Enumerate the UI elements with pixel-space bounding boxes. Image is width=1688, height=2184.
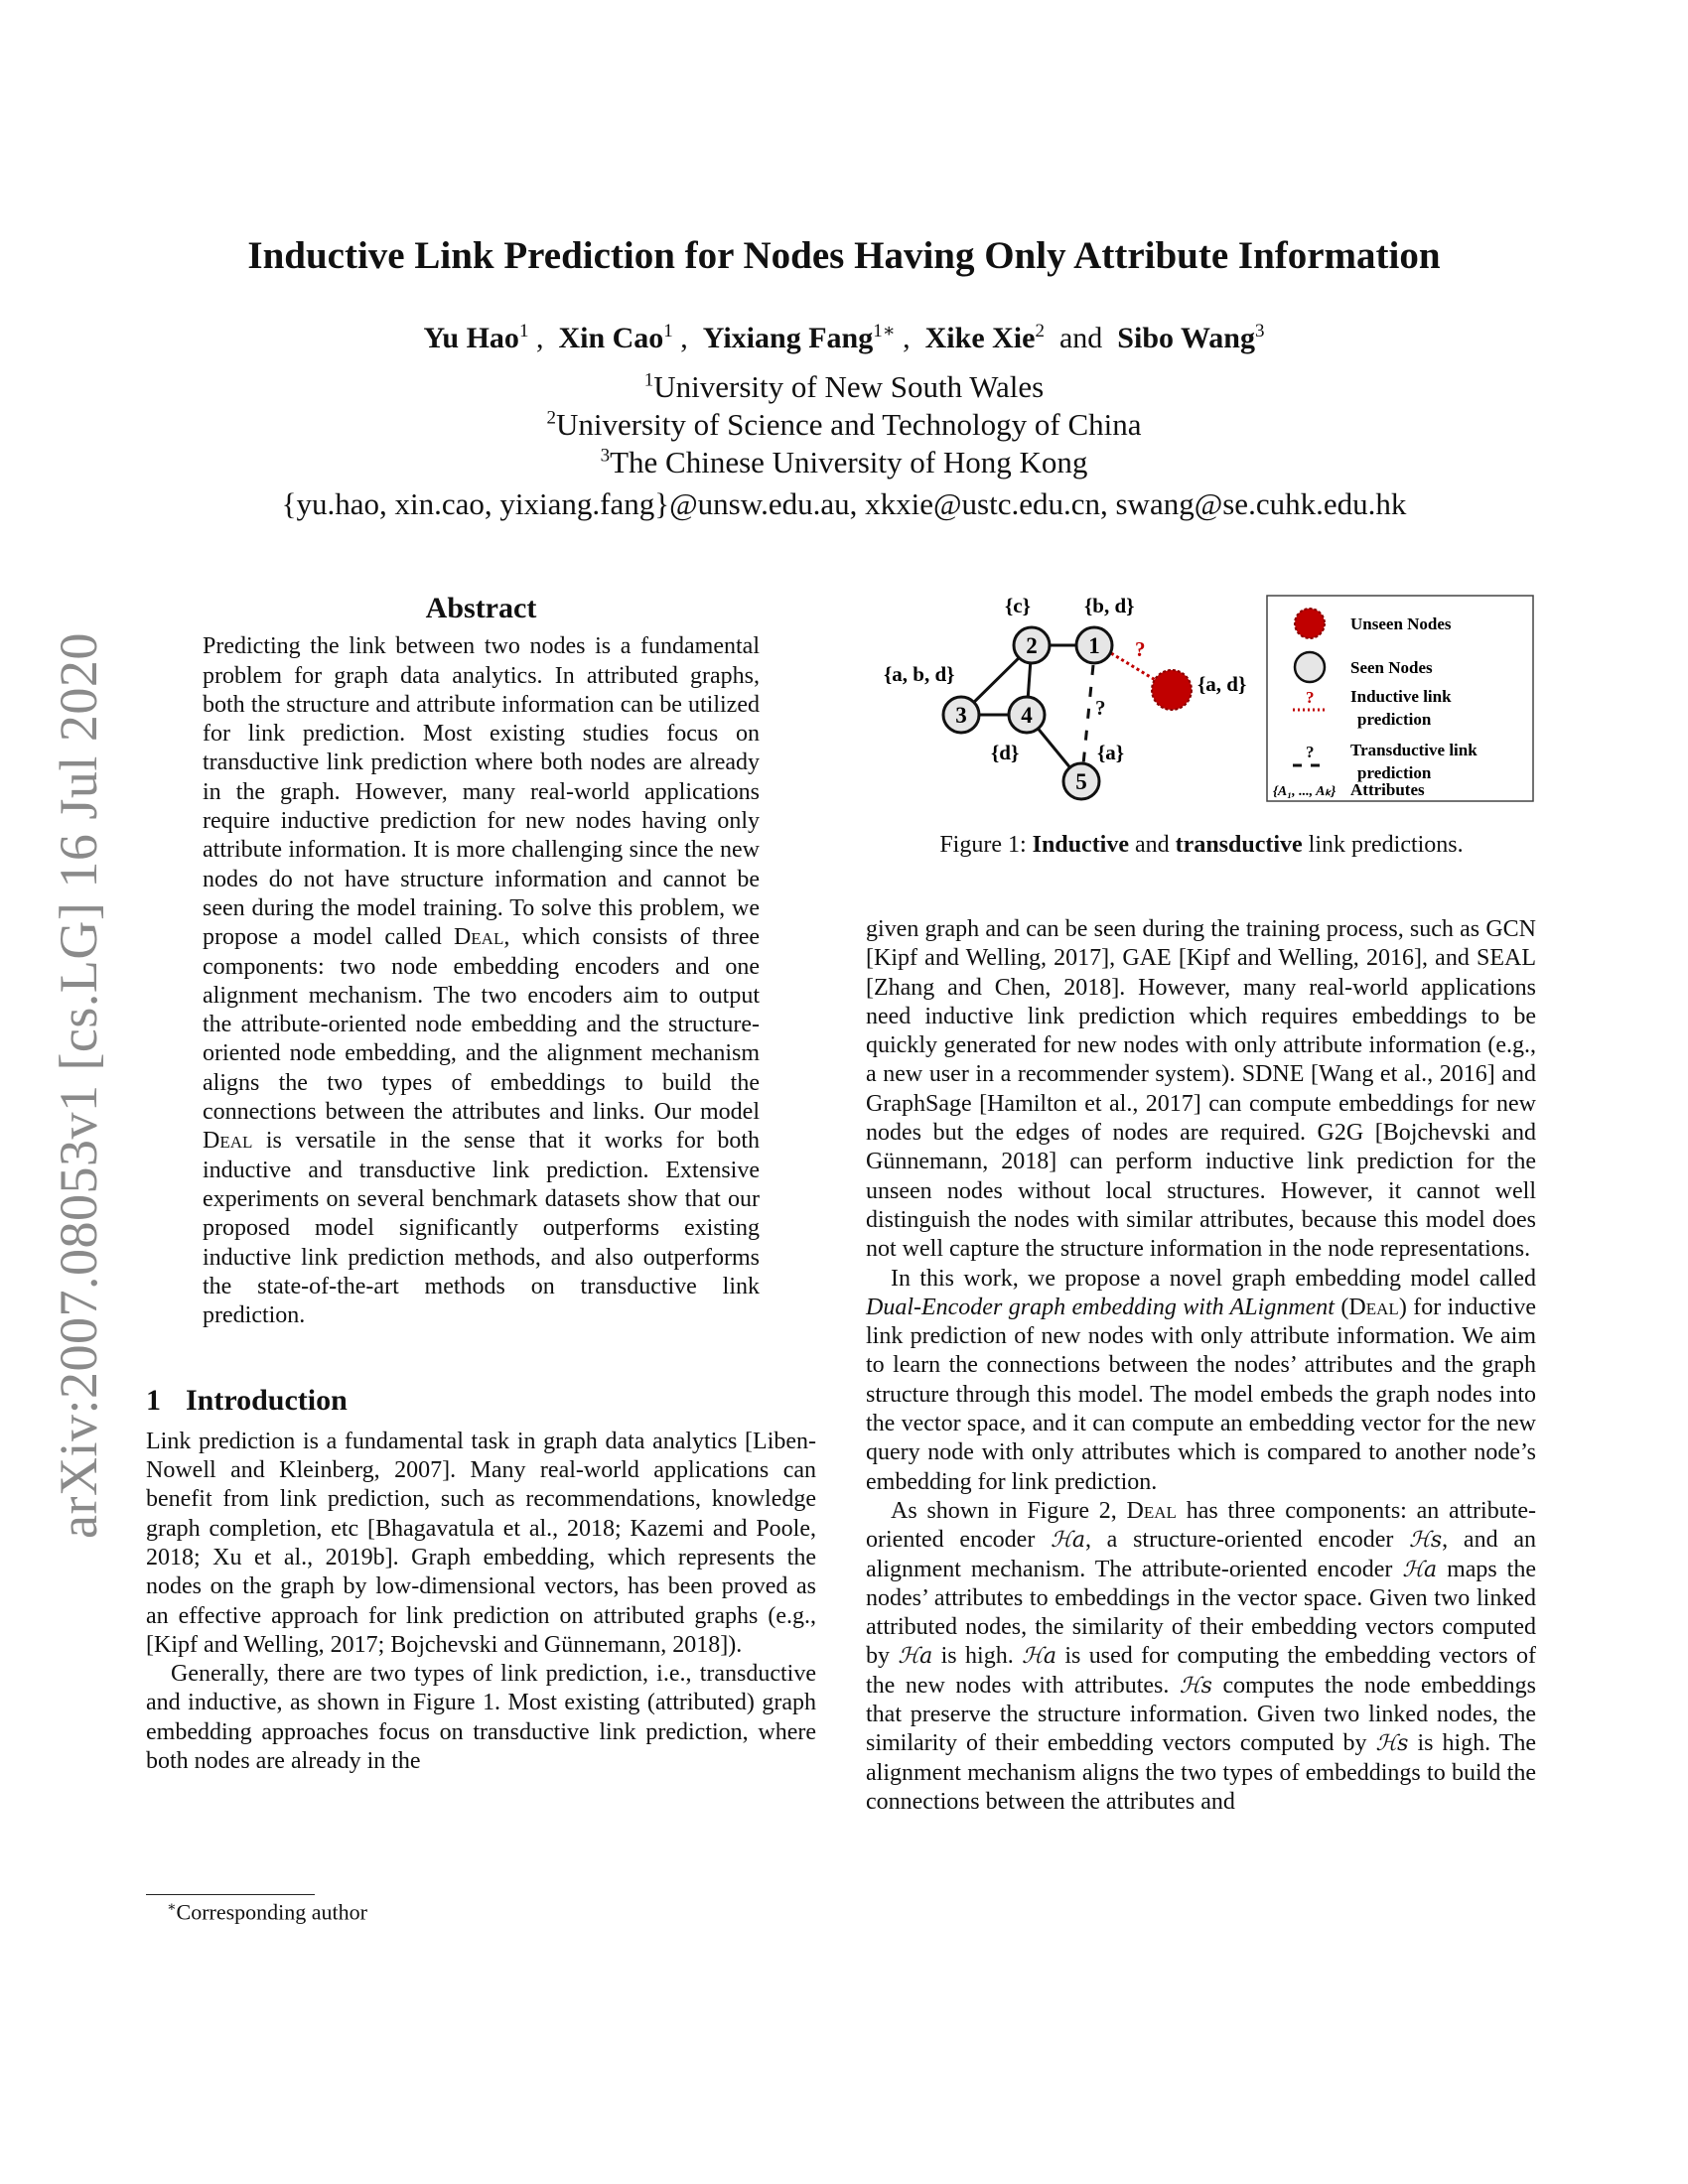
- legend-label: Unseen Nodes: [1350, 614, 1452, 633]
- body-text: has three components: an attribute-oriented encoder: [866, 1497, 1537, 1554]
- affiliation: [0, 369, 1688, 405]
- body-text: maps the nodes’ attributes to embeddings in the vector space. Given two linked attributed nodes, the similarity of their embedding vectors computed by: [866, 1556, 1536, 1670]
- author-emails: {yu.hao, xin.cao, yixiang.fang}@unsw.edu.au, xkxie@ustc.edu.cn, swang@se.cuhk.edu.hk: [281, 486, 1407, 521]
- body-text: is high. The alignment mechanism aligns the two types of embeddings to build the connections between the attributes and: [866, 1730, 1536, 1815]
- node-attributes: {c}: [1005, 594, 1031, 617]
- caption-text: Figure 1:: [939, 832, 1033, 858]
- author-affiliation-mark: 1∗: [873, 321, 896, 341]
- node-attributes: {b, d}: [1084, 594, 1135, 617]
- author-affiliation-mark: 1: [518, 321, 529, 341]
- caption-text: and: [1129, 832, 1176, 858]
- math-symbol: ℋa: [1402, 1557, 1438, 1582]
- body-paragraph: [866, 1497, 1536, 1817]
- intro-paragraph: Generally, there are two types of link prediction, i.e., transductive and inductive, as shown in Figure 1. Most existing (attributed) graph embedding approaches focus on transductive link prediction, where both nodes are already in the: [146, 1661, 816, 1774]
- paper-title: Inductive Link Prediction for Nodes Having Only Attribute Information: [247, 234, 1441, 277]
- affiliation: [0, 445, 1688, 480]
- affiliation-mark: 1: [643, 369, 654, 391]
- math-symbol: ℋs: [1409, 1528, 1443, 1554]
- figure-caption: [866, 832, 1537, 859]
- intro-paragraph: Link prediction is a fundamental task in graph data analytics [Liben-Nowell and Kleinberg, 2007]. Many real-world applications can benefit from link prediction, such as recommendations, knowledge graph completion, etc [Bhagavatula et al., 2018; Kazemi and Poole, 2018; Xu et al., 2019b]. Graph embedding, which represents the nodes on the graph by low-dimensional vectors, has been proved as an effective approach for link prediction on attributed graphs (e.g., [Kipf and Welling, 2017; Bojchevski and Günnemann, 2018]).: [146, 1428, 816, 1658]
- legend-label: Seen Nodes: [1350, 658, 1433, 677]
- seen-node: [1014, 627, 1050, 663]
- node-attributes: {a, b, d}: [884, 662, 955, 686]
- unseen-node: [1152, 670, 1192, 710]
- affiliation-name: University of Science and Technology of China: [555, 407, 1142, 442]
- caption-bold: transductive: [1175, 832, 1303, 858]
- transductive-link: [1083, 665, 1093, 764]
- author-name: Xike Xie: [924, 322, 1036, 354]
- abstract-text: , which consists of three components: two node embedding encoders and one alignment mechanism. The two encoders aim to output the attribute-oriented node embedding and the structure-oriented node embedding, and the alignment mechanism aligns the two types of embeddings to build the connections between the attributes and links. Our model: [203, 924, 760, 1126]
- affiliation-name: The Chinese University of Hong Kong: [610, 445, 1088, 479]
- legend-label: Transductive link: [1350, 741, 1477, 759]
- right-column: [866, 915, 1536, 1817]
- node-attributes: {d}: [991, 741, 1020, 764]
- node-id: 1: [1088, 633, 1100, 658]
- seen-node: [1009, 697, 1045, 733]
- model-name: Deal: [453, 924, 504, 951]
- model-name: Deal: [1126, 1497, 1177, 1524]
- seen-node: [1076, 627, 1112, 663]
- author-list: Yu Hao$^1$ , Xin Cao$^1$ , Yixiang Fang$^{1∗}$ , Xike Xie$^2$ and Sibo Wang$^3$: [423, 321, 1265, 354]
- legend: [1267, 596, 1533, 801]
- model-full-name: Dual-Encoder graph embedding with ALignment: [866, 1294, 1335, 1320]
- caption-bold: Inductive: [1032, 832, 1130, 858]
- author-name: Sibo Wang: [1117, 322, 1255, 354]
- affiliation: [0, 407, 1688, 443]
- body-text: computes the node embeddings that preserve the structure information. Given two linked nodes, the similarity of their embedding vectors computed by: [866, 1672, 1536, 1757]
- math-symbol: ℋa: [1022, 1644, 1056, 1670]
- author-name: Yu Hao: [423, 322, 519, 354]
- math-symbol: ℋs: [1179, 1673, 1212, 1699]
- affiliation-mark: 2: [546, 407, 556, 429]
- unseen-node-attributes: {a, d}: [1197, 672, 1247, 696]
- legend-label: prediction: [1357, 763, 1432, 782]
- left-column: [146, 594, 816, 1776]
- body-text: As shown in Figure 2,: [891, 1497, 1127, 1524]
- body-text: , a structure-oriented encoder: [1084, 1527, 1410, 1554]
- section-number: 1: [146, 1384, 161, 1418]
- legend-label: Attributes: [1350, 780, 1425, 799]
- body-text: is used for computing the embedding vectors of the new nodes with attributes.: [866, 1643, 1536, 1699]
- node-id: 3: [955, 703, 967, 728]
- arxiv-identifier-stamp: arXiv:2007.08053v1 [cs.LG] 16 Jul 2020: [49, 632, 108, 1539]
- math-symbol: ℋs: [1375, 1731, 1409, 1757]
- legend-seen-swatch: [1295, 652, 1325, 682]
- footnote-mark: ∗: [167, 1900, 177, 1915]
- link-prediction-diagram: [866, 586, 1537, 824]
- model-name: Deal: [203, 1128, 253, 1155]
- transductive-question-mark: ?: [1095, 696, 1106, 720]
- abstract-body: [203, 632, 760, 1330]
- body-text: is high.: [932, 1643, 1023, 1670]
- affiliation-name: University of New South Wales: [653, 369, 1045, 404]
- math-symbol: ℋa: [898, 1644, 933, 1670]
- author-affiliation-mark: 2: [1035, 321, 1045, 341]
- authors-and: and: [1058, 322, 1103, 354]
- author-name: Xin Cao: [558, 322, 664, 354]
- legend-transductive-mark: ?: [1306, 743, 1315, 761]
- body-paragraph: [866, 1265, 1536, 1497]
- footnote-text: Corresponding author: [176, 1899, 367, 1925]
- legend-label: Inductive link: [1350, 687, 1452, 706]
- abstract-text: is versatile in the sense that it works for both inductive and transductive link prediction. Extensive experiments on several benchmark datasets show that our proposed model significantly outperforms existing inductive link prediction methods, and also outperforms the state-of-the-art methods on transductive link prediction.: [203, 1128, 760, 1329]
- seen-node: [1063, 763, 1099, 799]
- body-text: In this work, we propose a novel graph embedding model called: [891, 1265, 1536, 1292]
- node-id: 4: [1021, 703, 1033, 728]
- affiliation-mark: 3: [600, 445, 611, 467]
- math-symbol: ℋa: [1051, 1528, 1085, 1554]
- abstract-text: Predicting the link between two nodes is a fundamental problem for graph data analytics. In attributed graphs, both the structure and attribute information can be utilized for link prediction. Most existing studies focus on transductive link prediction where both nodes are already in the graph. However, many real-world applications require inductive prediction for new nodes having only attribute information. It is more challenging since the new nodes do not have structure information and cannot be seen during the model training. To solve this problem, we propose a model called: [203, 633, 760, 951]
- node-id: 2: [1026, 633, 1038, 658]
- node-attributes: {a}: [1097, 741, 1125, 764]
- body-paragraph: given graph and can be seen during the training process, such as GCN [Kipf and Welling, 2017], GAE [Kipf and Welling, 2016], and SEAL [Zhang and Chen, 2018]. However, many real-world applications need inductive link prediction which requires embeddings to be quickly generated for new nodes with only attribute information (e.g., a new user in a recommender system). SDNE [Wang et al., 2016] and GraphSage [Hamilton et al., 2017] can compute embeddings for new nodes but the edges of nodes are required. G2G [Bojchevski and Günnemann, 2018] can perform inductive link prediction for the unseen nodes without local structures. However, it cannot well distinguish the nodes with similar attributes, because this model does not well capture the structure information in the node representations.: [866, 916, 1536, 1263]
- body-text: (: [1334, 1294, 1349, 1320]
- node-id: 5: [1075, 769, 1087, 794]
- legend-label: prediction: [1357, 710, 1432, 729]
- legend-attr-symbol: {A₁, ..., Aₖ}: [1273, 784, 1336, 799]
- caption-text: link predictions.: [1302, 832, 1464, 858]
- inductive-question-mark: ?: [1135, 637, 1146, 661]
- author-affiliation-mark: 3: [1255, 321, 1265, 341]
- body-text: , and an alignment mechanism. The attribute-oriented encoder: [866, 1527, 1536, 1582]
- legend-inductive-mark: ?: [1306, 688, 1315, 707]
- legend-unseen-swatch: [1295, 609, 1325, 638]
- seen-node: [943, 697, 979, 733]
- author-name: Yixiang Fang: [702, 322, 874, 354]
- figure-1: [866, 586, 1537, 824]
- abstract-heading: Abstract: [425, 592, 537, 624]
- footnote: [167, 1899, 367, 1925]
- section-title: Introduction: [186, 1384, 348, 1418]
- model-name: Deal: [1348, 1294, 1399, 1320]
- introduction-heading: [146, 1384, 816, 1418]
- body-text: ) for inductive link prediction of new nodes with only attribute information. We aim to learn the connections between the nodes’ attributes and the graph structure through this model. The model embeds the graph nodes into the vector space, and it can compute an embedding vector for the new query node with only attributes which is compared to another node’s embedding for link prediction.: [866, 1294, 1536, 1495]
- author-affiliation-mark: 1: [663, 321, 673, 341]
- footnote-rule: [146, 1894, 315, 1895]
